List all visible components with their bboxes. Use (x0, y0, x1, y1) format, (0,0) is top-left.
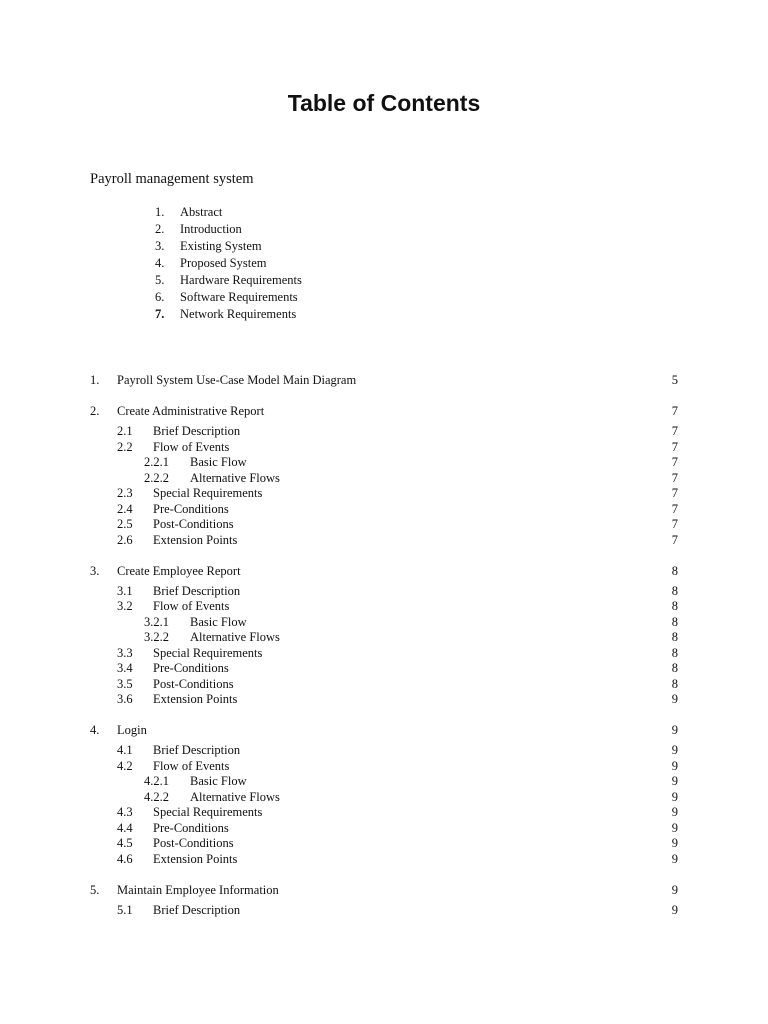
toc-section-row[interactable] (0, 563, 768, 579)
toc-subsection-row[interactable] (0, 804, 768, 820)
toc-page-number: 8 (671, 614, 678, 629)
toc-page-number: 8 (671, 676, 678, 691)
toc-section-row[interactable] (0, 403, 768, 419)
toc-subsection-row[interactable] (0, 676, 768, 692)
toc-subsection-row[interactable] (0, 470, 768, 486)
toc-subsection-row[interactable] (0, 835, 768, 851)
toc-page-number: 7 (671, 424, 678, 438)
toc-entry-label: Brief Description (153, 743, 241, 757)
toc-subsection-row[interactable] (0, 516, 768, 532)
toc-entry-label: Maintain Employee Information (117, 882, 279, 897)
toc-entry-label: Special Requirements (153, 805, 263, 819)
toc-entry-number: 4.2.2 (144, 789, 169, 804)
toc-page-number: 9 (671, 758, 678, 773)
toc-entry-label: Brief Description (153, 902, 241, 917)
toc-entry-label: Login (117, 723, 147, 737)
toc-subsection-row[interactable] (0, 598, 768, 614)
toc-page-number: 9 (671, 902, 678, 917)
toc-entry-label: Basic Flow (190, 774, 247, 788)
toc-subsection-row[interactable] (0, 501, 768, 517)
intro-item-number: 1. (155, 205, 165, 219)
toc-entry-number: 3.5 (117, 676, 133, 691)
toc-page-number: 7 (671, 470, 678, 485)
toc-entry-label: Brief Description (153, 583, 241, 598)
intro-item-number: 5. (155, 273, 165, 287)
toc-section-row[interactable] (0, 722, 768, 738)
intro-item-label: Hardware Requirements (180, 273, 302, 287)
toc-page-number: 8 (671, 599, 678, 613)
toc-entry-number: 4.2 (117, 758, 133, 773)
toc-subsection-row[interactable] (0, 758, 768, 774)
toc-entry-number: 5. (90, 882, 100, 897)
toc-entry-label: Create Employee Report (117, 563, 241, 578)
toc-entry-label: Special Requirements (153, 486, 263, 500)
toc-page-number: 7 (671, 439, 678, 454)
intro-item-label: Software Requirements (180, 290, 298, 304)
toc-subsection-row[interactable] (0, 454, 768, 470)
toc-page-number: 7 (671, 404, 678, 418)
toc-subsection-row[interactable] (0, 691, 768, 707)
toc-subsection-row[interactable] (0, 583, 768, 599)
toc-entry-number: 1. (90, 373, 100, 387)
toc-page-number: 8 (671, 661, 678, 675)
toc-entry-number: 2.2.1 (144, 455, 169, 469)
toc-page-number: 9 (671, 692, 678, 706)
toc-entry-label: Brief Description (153, 424, 241, 438)
toc-entry-number: 4. (90, 723, 100, 737)
toc-page-number: 9 (671, 789, 678, 804)
toc-entry-number: 3.3 (117, 645, 133, 660)
toc-subsection-row[interactable] (0, 645, 768, 661)
toc-page-number: 8 (671, 645, 678, 660)
toc-page-number: 5 (671, 373, 678, 387)
toc-entry-label: Payroll System Use-Case Model Main Diagram (117, 373, 357, 387)
toc-page-number: 9 (671, 723, 678, 737)
toc-entry-number: 4.2.1 (144, 774, 169, 788)
toc-entry-label: Post-Conditions (153, 517, 234, 531)
toc-page-number: 7 (671, 455, 678, 469)
toc-entry-number: 4.6 (117, 851, 133, 866)
toc-entry-number: 3.2 (117, 599, 133, 613)
toc-subsection-row[interactable] (0, 485, 768, 501)
toc-entry-number: 4.3 (117, 805, 133, 819)
toc-page-number: 8 (671, 630, 678, 644)
toc-entry-number: 2.3 (117, 486, 133, 500)
intro-item-number: 6. (155, 290, 165, 304)
intro-item-label: Abstract (180, 205, 223, 219)
toc-subsection-row[interactable] (0, 660, 768, 676)
toc-entry-label: Create Administrative Report (117, 404, 265, 418)
toc-page-number: 9 (671, 851, 678, 866)
toc-subsection-row[interactable] (0, 820, 768, 836)
toc-entry-label: Extension Points (153, 692, 238, 706)
toc-page-number: 7 (671, 501, 678, 516)
toc-subsection-row[interactable] (0, 789, 768, 805)
toc-entry-label: Flow of Events (153, 599, 230, 613)
toc-entry-number: 3.2.1 (144, 614, 169, 629)
toc-subsection-row[interactable] (0, 423, 768, 439)
toc-entry-label: Pre-Conditions (153, 820, 229, 835)
toc-entry-number: 3. (90, 563, 100, 578)
toc-subsection-row[interactable] (0, 532, 768, 548)
toc-page-number: 7 (671, 517, 678, 531)
toc-page-number: 9 (671, 805, 678, 819)
toc-entry-label: Post-Conditions (153, 676, 234, 691)
intro-item-label: Introduction (180, 222, 242, 236)
toc-page-number: 9 (671, 743, 678, 757)
toc-entry-number: 3.6 (117, 692, 133, 706)
toc-subsection-row[interactable] (0, 773, 768, 789)
toc-entry-number: 3.1 (117, 583, 133, 598)
toc-subsection-row[interactable] (0, 742, 768, 758)
toc-entry-number: 2.2 (117, 439, 133, 454)
toc-entry-label: Special Requirements (153, 645, 263, 660)
toc-entry-number: 2.4 (117, 501, 133, 516)
toc-entry-label: Pre-Conditions (153, 661, 229, 675)
intro-item-label: Existing System (180, 239, 262, 253)
intro-item-number: 7. (155, 307, 165, 321)
toc-subsection-row[interactable] (0, 851, 768, 867)
toc-page-number: 7 (671, 532, 678, 547)
toc-page-number: 8 (671, 563, 678, 578)
toc-entry-number: 2.2.2 (144, 470, 169, 485)
toc-page-number: 9 (671, 774, 678, 788)
intro-item-label: Network Requirements (180, 307, 297, 321)
toc-entry-number: 5.1 (117, 902, 133, 917)
toc-subsection-row[interactable] (0, 439, 768, 455)
intro-item-number: 2. (155, 222, 165, 236)
toc-section-row[interactable] (0, 882, 768, 898)
toc-entry-label: Basic Flow (190, 614, 247, 629)
toc-entry-label: Extension Points (153, 851, 238, 866)
toc-entry-label: Post-Conditions (153, 836, 234, 850)
toc-page-number: 7 (671, 486, 678, 500)
toc-page-number: 9 (671, 882, 678, 897)
toc-page-number: 9 (671, 820, 678, 835)
toc-entry-number: 4.4 (117, 820, 133, 835)
toc-entry-number: 2. (90, 404, 100, 418)
intro-item-number: 4. (155, 256, 165, 270)
toc-entry-label: Alternative Flows (190, 630, 280, 644)
toc-page-number: 8 (671, 583, 678, 598)
toc-subsection-row[interactable] (0, 629, 768, 645)
toc-entry-number: 3.4 (117, 661, 133, 675)
toc-entry-number: 4.5 (117, 836, 133, 850)
toc-entry-label: Alternative Flows (190, 470, 280, 485)
toc-entry-number: 2.6 (117, 532, 133, 547)
toc-entry-label: Basic Flow (190, 455, 247, 469)
toc-entry-label: Alternative Flows (190, 789, 280, 804)
toc-entry-label: Extension Points (153, 532, 238, 547)
toc-subsection-row[interactable] (0, 614, 768, 630)
toc-entry-label: Flow of Events (153, 758, 230, 773)
toc-entry-number: 2.5 (117, 517, 133, 531)
intro-item-label: Proposed System (180, 256, 267, 270)
toc-entry-label: Flow of Events (153, 439, 230, 454)
toc-entry-number: 3.2.2 (144, 630, 169, 644)
page-title: Table of Contents (287, 90, 481, 116)
document-subtitle: Payroll management system (90, 171, 254, 187)
toc-page-number: 9 (671, 836, 678, 850)
intro-item-number: 3. (155, 239, 165, 253)
toc-section-row[interactable] (0, 372, 768, 388)
toc-entry-number: 2.1 (117, 424, 133, 438)
toc-entry-number: 4.1 (117, 743, 133, 757)
toc-entry-label: Pre-Conditions (153, 501, 229, 516)
toc-subsection-row[interactable] (0, 902, 768, 918)
